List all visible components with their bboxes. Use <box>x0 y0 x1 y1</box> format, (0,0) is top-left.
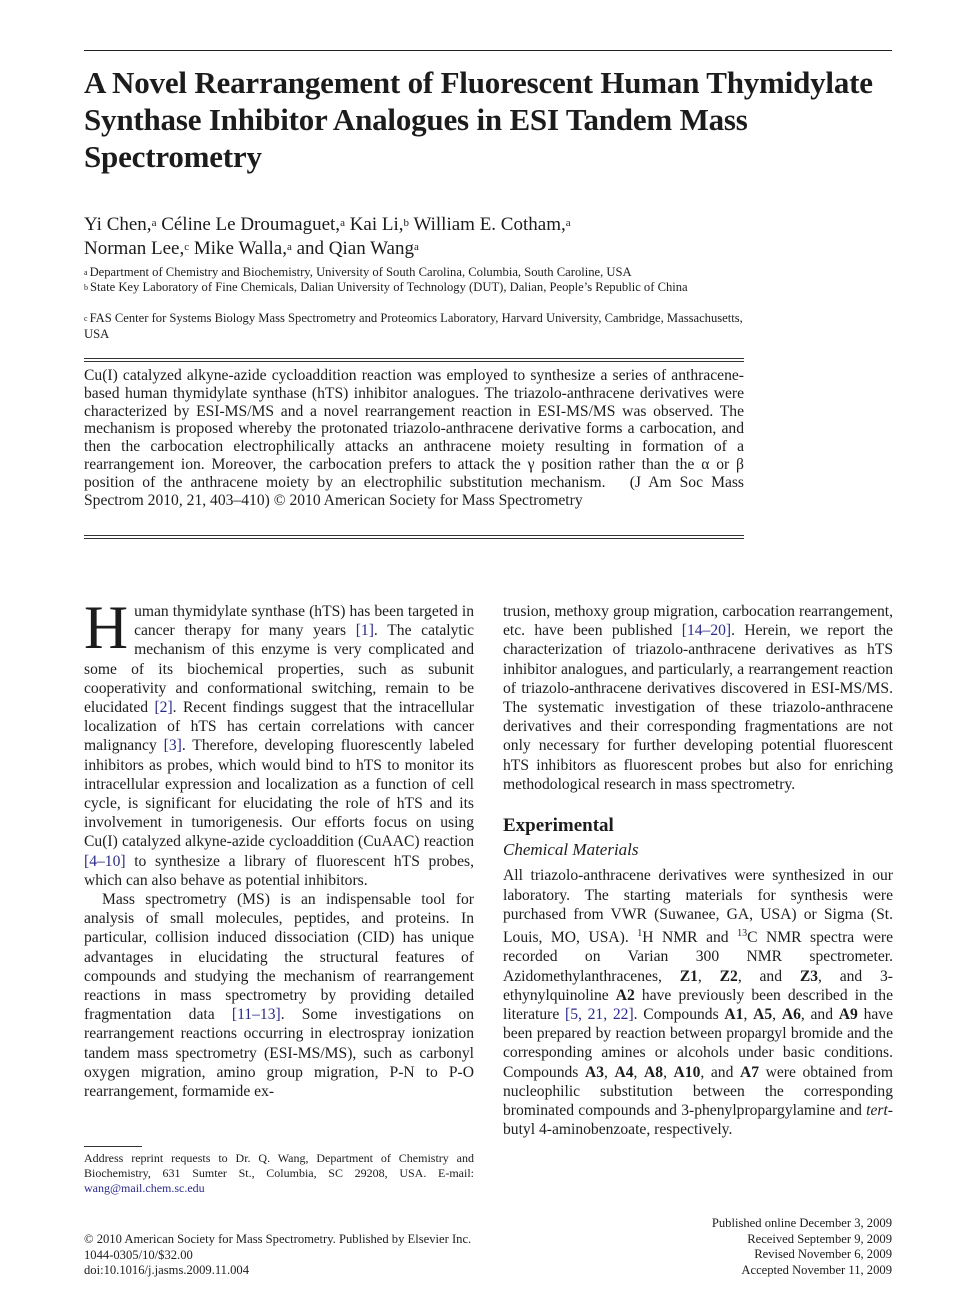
citation-link[interactable]: [14–20] <box>681 622 732 640</box>
text-segment: , <box>633 1063 645 1081</box>
right-column <box>503 602 893 1139</box>
author: Mike Walla,$^a$ <box>193 238 292 259</box>
text-segment: -butyl 4-aminobenzoate, respectively. <box>503 1102 893 1139</box>
footer-left <box>84 1232 554 1279</box>
text-segment: have been prepared by reaction between propargyl bromide and the corresponding amines or alcohols under basic conditions. Compounds <box>503 1006 893 1081</box>
abstract: Cu(I) catalyzed alkyne-azide cycloaddition reaction was employed to synthesize a series of anthracene-based human thymidylate synthase (hTS) inhibitor analogues. The triazolo-anthracene derivatives were characterized by ESI-MS/MS and a novel rearrangement reaction in ESI-MS/MS was observed. The mechanism is proposed whereby the protonated triazolo-anthracene derivative forms a carbocation, and then the carbocation electrophilically attacks an anthracene moiety resulting in formation of a rearrangement ion. Moreover, the carbocation prefers to attack the γ position rather than the α or β position of the anthracene moiety by an electrophilic substitution mechanism. (J Am Soc Mass Spectrom 2010, 21, 403–410) © 2010 American Society for Mass Spectrometry <box>84 367 745 509</box>
compound-label: A2 <box>615 986 635 1004</box>
compound-label: A4 <box>614 1063 634 1081</box>
compound-label: Z2 <box>719 967 738 985</box>
author-list <box>84 213 884 261</box>
citation-link[interactable]: [1] <box>355 622 374 640</box>
citation-link[interactable]: [2] <box>154 699 173 717</box>
section-heading: Experimental <box>503 815 614 837</box>
paper-title: A Novel Rearrangement of Fluorescent Human Thymidylate Synthase Inhibitor Analogues in ESI Tandem Mass Spectrometry <box>84 65 873 174</box>
intro-paragraph: Mass spectrometry (MS) is an indispensable tool for analysis of small molecules, peptides, and proteins. In particular, collision induced dissociation (CID) has unique advantages in elucidating the structural features of compounds and studying the mechanism of rearrangement reactions in mass spectrometry by providing detailed fragmentation data [11–13]. Some investigations on rearrangement reactions occurring in electrospray ionization tandem mass spectrometry (ESI-MS/MS), such as carbonyl oxygen migration, amino group migration, P-N to P-O rearrangement, formamide ex- <box>84 891 474 1101</box>
email-link[interactable]: wang@mail.chem.sc.edu <box>84 1181 205 1195</box>
text-segment: , and <box>800 1006 839 1024</box>
citation-link[interactable]: [4–10] <box>84 852 126 870</box>
text-segment: have previously been described in the literature <box>503 986 893 1024</box>
citation-link[interactable]: [11–13] <box>231 1006 281 1024</box>
compound-label: A9 <box>838 1006 858 1024</box>
affiliation: $^a$ Department of Chemistry and Biochemistry, University of South Carolina, Columbia, South Caroline, USA <box>84 265 632 279</box>
text-segment: 13 <box>737 928 748 940</box>
footnote-rule <box>84 1146 142 1147</box>
compound-label: Z1 <box>679 967 698 985</box>
affiliation: $^b$ State Key Laboratory of Fine Chemicals, Dalian University of Technology (DUT), Dalian, People’s Republic of China <box>84 280 688 294</box>
text-segment: , <box>743 1006 754 1024</box>
text-segment: 1 <box>637 928 643 940</box>
abstract-rule-top <box>84 358 744 359</box>
citation-link[interactable]: [3] <box>163 737 182 755</box>
affiliation: $^c$ FAS Center for Systems Biology Mass Spectrometry and Proteomics Laboratory, Harvard University, Cambridge, Massachusetts, USA <box>84 311 743 341</box>
text-segment: All triazolo-anthracene derivatives were synthesized in our laboratory. The starting materials for synthesis were purchased from VWR (Suwanee, GA, USA) or Sigma (St. Louis, MO, USA). <box>503 867 893 947</box>
compound-label: A10 <box>673 1063 701 1081</box>
author: William E. Cotham,$^a$ <box>413 214 571 235</box>
abstract-rule-bottom <box>84 535 744 536</box>
abstract-rule-top <box>84 361 744 362</box>
text-segment: , <box>772 1006 782 1024</box>
text-segment: , and <box>700 1063 740 1081</box>
compound-label: A7 <box>739 1063 760 1081</box>
text-segment: , and <box>737 967 800 985</box>
abstract-rule-bottom <box>84 538 744 539</box>
text-segment: C NMR spectra were recorded on Varian 300 NMR spectrometer. Azidomethylanthracenes, <box>503 929 893 985</box>
author: and Qian Wang$^a$ <box>296 238 419 259</box>
author: Norman Lee,$^c$ <box>84 238 190 259</box>
text-segment: , <box>697 967 720 985</box>
text-segment: tert <box>866 1102 888 1120</box>
citation-link[interactable]: [5, 21, 22] <box>565 1006 634 1024</box>
text-segment: were obtained from nucleophilic substitution between the corresponding brominated compounds and 3-phenylpropargylamine and <box>503 1063 894 1120</box>
intro-paragraph: Human thymidylate synthase (hTS) has been targeted in cancer therapy for many years [1]. The catalytic mechanism of this enzyme is very complicated and some of its biochemical properties, such as subunit cooperativity and conformational switching, remain to be elucidated [2]. Recent findings suggest that the intracellular localization of hTS has certain correlations with cancer malignancy [3]. Therefore, developing fluorescently labeled inhibitors as probes, which would bind to hTS to monitor its intracellular expression and localization as a function of cell cycle, is significant for elucidating the role of hTS and its involvement in tumorigenesis. Our efforts focus on using Cu(I) catalyzed alkyne-azide cycloaddition (CuAAC) reaction [4–10] to synthesize a library of fluorescent hTS probes, which can also behave as potential inhibitors. <box>84 595 474 889</box>
revised-date: Revised November 6, 2009 <box>754 1247 892 1261</box>
text-segment: , <box>663 1063 674 1081</box>
issn-line: 1044-0305/10/$32.00 <box>84 1247 193 1262</box>
doi-line: doi:10.1016/j.jasms.2009.11.004 <box>84 1263 250 1277</box>
dropcap: H <box>84 595 129 662</box>
footer-right <box>600 1216 892 1278</box>
experimental-paragraph <box>503 866 893 1139</box>
copyright-line: © 2010 American Society for Mass Spectrometry. Published by Elsevier Inc. <box>84 1232 472 1246</box>
abstract-citation: (J Am Soc Mass Spectrom 2010, 21, 403–410) © 2010 American Society for Mass Spectrometry <box>84 473 745 509</box>
compound-label: A5 <box>753 1006 773 1024</box>
compound-label: A6 <box>781 1006 801 1024</box>
top-rule <box>84 50 892 51</box>
author: Céline Le Droumaguet,$^a$ <box>161 214 345 235</box>
received-date: Received September 9, 2009 <box>747 1231 892 1246</box>
author: Kai Li,$^b$ <box>349 214 410 235</box>
text-segment: . Compounds <box>633 1006 725 1024</box>
subsection-heading: Chemical Materials <box>503 840 639 860</box>
text-segment: , <box>604 1063 615 1081</box>
published-date: Published online December 3, 2009 <box>711 1216 892 1230</box>
text-segment: , and 3-ethynylquinoline <box>503 967 894 1004</box>
author: Yi Chen,$^a$ <box>84 214 157 235</box>
compound-label: A3 <box>584 1063 605 1081</box>
text-segment: H NMR and <box>642 929 738 947</box>
compound-label: Z3 <box>799 967 819 985</box>
left-column <box>84 595 474 1101</box>
accepted-date: Accepted November 11, 2009 <box>741 1262 892 1277</box>
footnote: Address reprint requests to Dr. Q. Wang, Department of Chemistry and Biochemistry, 631 Sumter St., Columbia, SC 29208, USA. E-mail: wang@mail.chem.sc.edu <box>84 1151 474 1195</box>
intro-paragraph: trusion, methoxy group migration, carbocation rearrangement, etc. have been published [14–20]. Herein, we report the characterization of triazolo-anthracene derivatives as hTS inhibitor analogues, and particularly, a rearrangement reaction of triazolo-anthracene derivatives discovered in ESI-MS/MS. The systematic investigation of these triazolo-anthracene derivatives and their corresponding fragmentations are not only necessary for further developing potential fluorescent hTS inhibitors as fluorescent probes but also for enriching methodological research in mass spectrometry. <box>503 603 893 793</box>
compound-label: A1 <box>724 1006 744 1024</box>
compound-label: A8 <box>644 1063 664 1081</box>
